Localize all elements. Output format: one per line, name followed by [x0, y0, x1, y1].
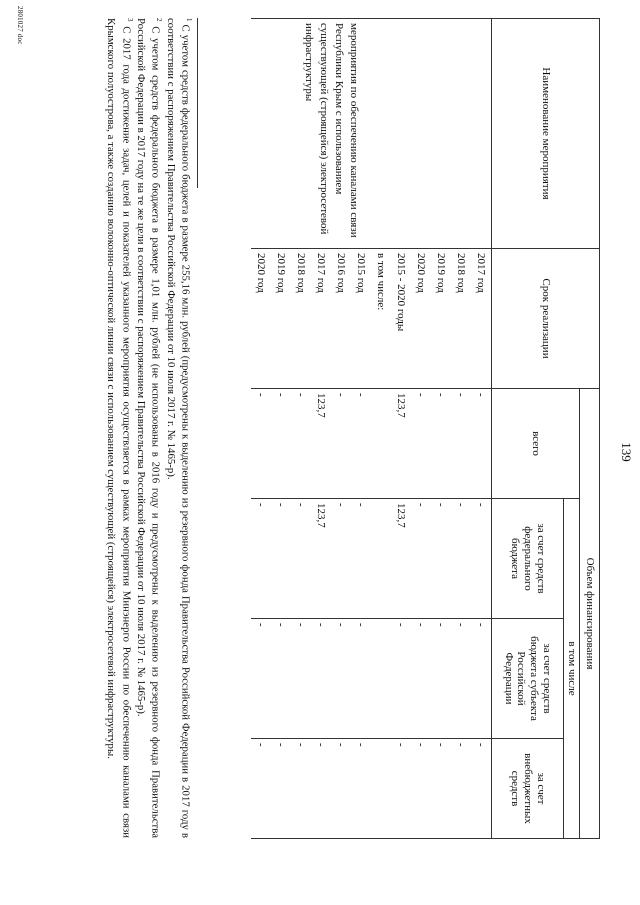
header-activity-name: Наименование мероприятия — [492, 19, 600, 249]
regional-cell: - — [451, 619, 471, 739]
total-cell — [371, 389, 391, 499]
footnote — [104, 18, 134, 838]
footnote-text: С учетом средств федерального бюджета в размере 255,16 млн. рублей (предусмотрены к выделению из резервного фонда Правительства Российской Федерации в 2017 году в соответствии с распоряжением Правительства Российской Федерации от 10 июля 2017 г. № 1465-р). — [164, 18, 192, 839]
table-row — [451, 19, 471, 839]
activity-name-cell — [431, 19, 451, 249]
total-cell: - — [471, 389, 492, 499]
regional-cell — [371, 619, 391, 739]
footnote-mark: 1 — [185, 18, 193, 22]
extrabudgetary-cell: - — [451, 739, 471, 839]
table-row — [411, 19, 431, 839]
regional-cell: - — [351, 619, 371, 739]
activity-name-cell — [471, 19, 492, 249]
period-cell: 2020 год — [411, 249, 431, 389]
header-regional: за счет средств бюджета субъекта Российской Федерации — [492, 619, 564, 739]
extrabudgetary-cell: - — [431, 739, 451, 839]
regional-cell: - — [431, 619, 451, 739]
period-cell: в том числе: — [371, 249, 391, 389]
table-row — [391, 19, 411, 839]
total-cell: - — [331, 389, 351, 499]
financing-table — [251, 18, 600, 839]
total-cell: - — [351, 389, 371, 499]
header-federal: за счет средств федерального бюджета — [492, 499, 564, 619]
total-cell: 123,7 — [311, 389, 331, 499]
federal-cell: - — [351, 499, 371, 619]
period-cell: 2017 год — [311, 249, 331, 389]
period-cell: 2019 год — [271, 249, 291, 389]
total-cell: - — [431, 389, 451, 499]
regional-cell: - — [291, 619, 311, 739]
regional-cell: - — [251, 619, 271, 739]
extrabudgetary-cell: - — [331, 739, 351, 839]
extrabudgetary-cell: - — [271, 739, 291, 839]
period-cell: 2015 - 2020 годы — [391, 249, 411, 389]
footnote-text: С 2017 года достижение задач, целей и показателей указанного мероприятия осуществляется в рамках мероприятия Минэнерго России по обеспечению каналами связи Крымского полуострова, а также созданию волоконно-оптической линии связи с использованием существующей (строящейся) электросетевой инфраструктуры. — [105, 18, 132, 838]
total-cell: - — [251, 389, 271, 499]
extrabudgetary-cell — [371, 739, 391, 839]
federal-cell: - — [331, 499, 351, 619]
extrabudgetary-cell: - — [411, 739, 431, 839]
footnote-mark: 2 — [155, 18, 164, 22]
regional-cell: - — [471, 619, 492, 739]
footnotes — [104, 18, 193, 838]
extrabudgetary-cell: - — [471, 739, 492, 839]
period-cell: 2016 год — [331, 249, 351, 389]
extrabudgetary-cell: - — [391, 739, 411, 839]
period-cell: 2018 год — [291, 249, 311, 389]
table-row — [471, 19, 492, 839]
activity-name-cell — [451, 19, 471, 249]
period-cell: 2015 год — [351, 249, 371, 389]
footnote-mark: 3 — [125, 18, 134, 22]
regional-cell: - — [411, 619, 431, 739]
federal-cell: - — [251, 499, 271, 619]
federal-cell — [371, 499, 391, 619]
footnote — [134, 18, 164, 838]
regional-cell: - — [331, 619, 351, 739]
period-cell: 2019 год — [431, 249, 451, 389]
regional-cell: - — [311, 619, 331, 739]
regional-cell: - — [391, 619, 411, 739]
footnote-separator — [197, 18, 198, 188]
footnote — [163, 18, 193, 838]
federal-cell: - — [451, 499, 471, 619]
period-cell: 2017 год — [471, 249, 492, 389]
extrabudgetary-cell: - — [291, 739, 311, 839]
federal-cell: - — [291, 499, 311, 619]
table-body — [251, 19, 492, 839]
document-code: 2801027 doc — [16, 6, 24, 45]
header-period: Срок реализации — [492, 249, 600, 389]
period-cell: 2018 год — [451, 249, 471, 389]
header-extrabudgetary: за счет внебюджетных средств — [492, 739, 564, 839]
federal-cell: - — [431, 499, 451, 619]
activity-name-cell: мероприятия по обеспечению каналами связи Республики Крым с использованием существующей (строящейся) электросетевой инфраструктуры — [251, 19, 411, 249]
federal-cell: - — [411, 499, 431, 619]
total-cell: 123,7 — [391, 389, 411, 499]
extrabudgetary-cell: - — [251, 739, 271, 839]
page-number: 139 — [619, 442, 634, 462]
federal-cell: 123,7 — [311, 499, 331, 619]
activity-name-cell — [411, 19, 431, 249]
federal-cell: 123,7 — [391, 499, 411, 619]
header-including: в том числе — [564, 499, 580, 839]
header-financing: Объем финансирования — [580, 389, 600, 839]
total-cell: - — [291, 389, 311, 499]
federal-cell: - — [471, 499, 492, 619]
total-cell: - — [271, 389, 291, 499]
header-total: всего — [492, 389, 580, 499]
period-cell: 2020 год — [251, 249, 271, 389]
extrabudgetary-cell: - — [311, 739, 331, 839]
regional-cell: - — [271, 619, 291, 739]
federal-cell: - — [271, 499, 291, 619]
footnote-text: С учетом средств федерального бюджета в размере 1,01 млн. рублей (не использованы в 2016 году и предусмотрены к выделению из резервного фонда Правительства Российской Федерации в 2017 году на те же цели в соответствии с распоряжением Правительства Российской Федерации от 10 июля 2017 г. № 1465-р). — [135, 18, 162, 838]
extrabudgetary-cell: - — [351, 739, 371, 839]
table-row — [431, 19, 451, 839]
total-cell: - — [451, 389, 471, 499]
total-cell: - — [411, 389, 431, 499]
